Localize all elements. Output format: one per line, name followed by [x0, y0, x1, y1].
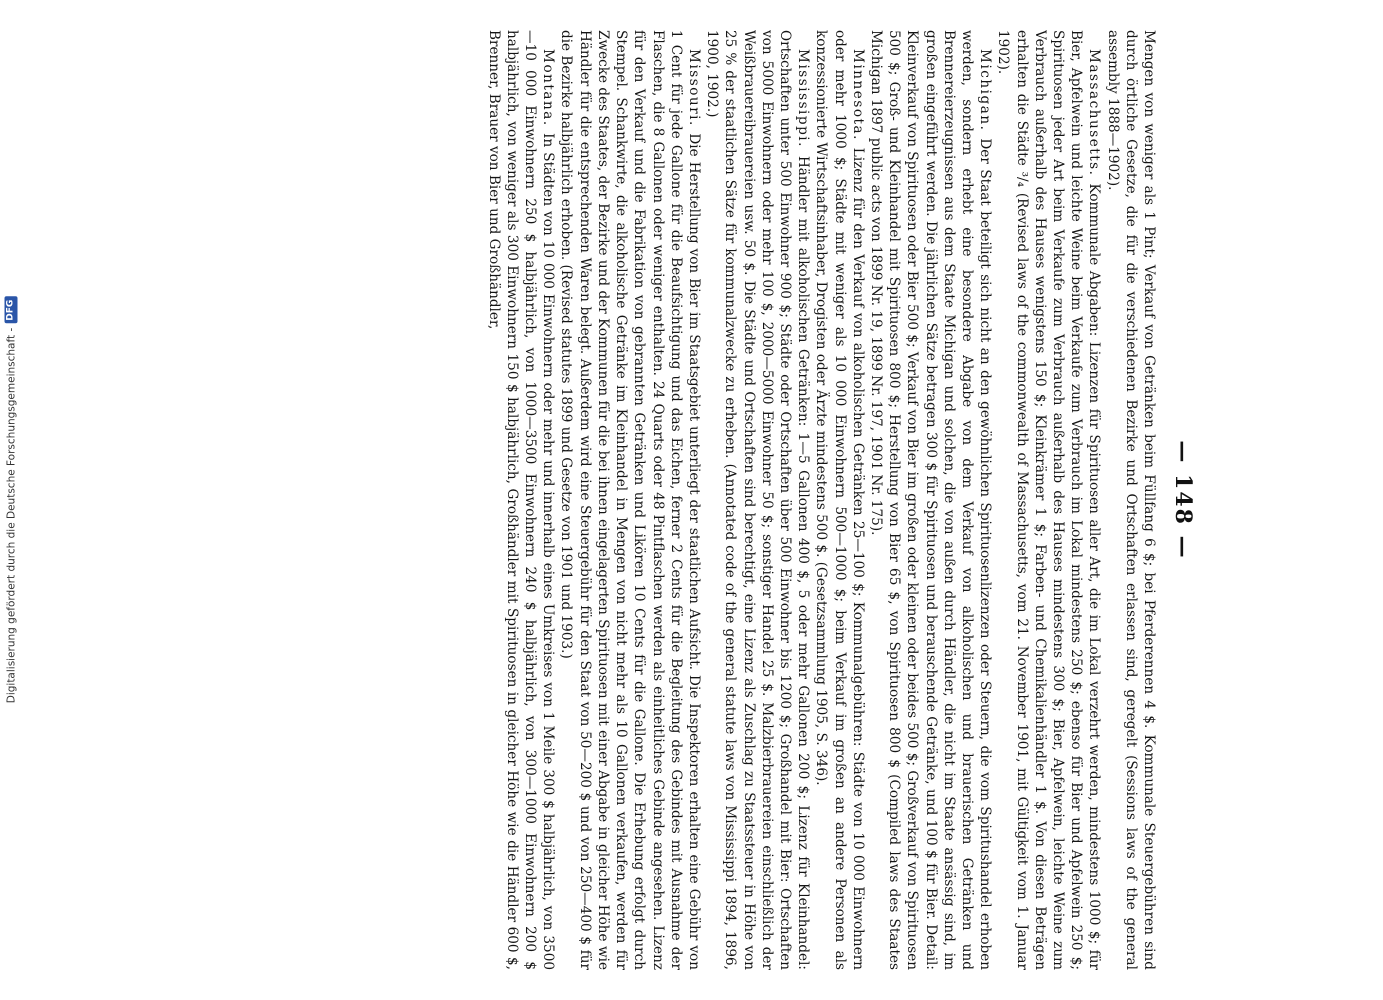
- paragraph: [1103, 30, 1158, 970]
- paragraph: [557, 30, 703, 970]
- paragraph: [484, 30, 557, 970]
- state-heading: Massachusetts.: [1086, 49, 1103, 184]
- paragraph-text: Die Herstellung von Bier im Staatsgebiet unterliegt der staatlichen Aufsicht. Die Inspektoren erhalten eine Gebühr von 1 Cent für jede Gallone für die Beaufsichtigung und das Eichen, ferner 2 Cents für die Begleitung des Gebindes mit Ausnahme der Flaschen, die 8 Gallonen oder weniger enthalten. 24 Quarts oder 48 Pintflaschen werden als einheitliches Gebinde angesehen. Lizenz für den Verkauf und die Fabrikation von gebrannten Getränken und Likören 10 Cents für die Gallone. Die Erhebung erfolgt durch Stempel. Schankwirte, die alkoholische Getränke im Kleinhandel in Mengen von nicht mehr als 10 Gallonen verkaufen, werden für Zwecke des Staates, der Bezirke und der Kommunen für die bei ihnen eingelagerten Spirituosen mit einer Abgabe in gleicher Höhe wie Händler für die entsprechenden Waren belegt. Außerdem wird eine Steuergebühr für den Staat von 50—200 $ und von 250—400 $ für die Bezirke halbjährlich erhoben. (Revised statutes 1899 und Gesetze von 1901 und 1903.): [558, 30, 702, 970]
- state-heading: Mississippi.: [795, 49, 812, 156]
- state-heading: Montana.: [540, 49, 557, 134]
- digitization-note-text: Digitalisierung gefördert durch die Deutsche Forschungsgemeinschaft -: [5, 327, 17, 704]
- paragraph: [867, 30, 994, 970]
- paragraph: [994, 30, 1103, 970]
- page-number: — 148 —: [1170, 440, 1196, 560]
- digitization-note: [0, 0, 22, 1000]
- body-text: [238, 30, 1158, 970]
- paragraph-text: Kommunale Abgaben: Lizenzen für Spirituosen aller Art, die im Lokal verzehrt werden, mindestens 1000 $; für Bier, Apfelwein und leichte Weine beim Verkaufe zum Verbrauch im Lokal mindestens 250 $; ebenso für Bier und Apfelwein 250 $; Spirituosen jeder Art beim Verkaufe zum Verbrauch außerhalb des Hauses mindestens 300 $; Bier, Apfelwein, leichte Weine zum Verbrauch außerhalb des Hauses wenigstens 150 $; Kleinkrämer 1 $; Farben- und Chemikalienhändler 1 $. Von diesen Beträgen erhalten die Städte ³/₄ (Revised laws of the commonwealth of Massachusetts, vom 21. November 1901, mit Gültigkeit vom 1. Januar 1902).: [995, 30, 1103, 970]
- paragraph: [703, 30, 812, 970]
- state-heading: Michigan.: [977, 49, 994, 139]
- paragraph-text: Mengen von weniger als 1 Pint; Verkauf von Getränken beim Füllfang 6 $; bei Pferderennen 4 $. Kommunale Steuergebühren sind durch örtliche Gesetze, die für die verschiedenen Bezirke und Ortschaften erlassen sind, geregelt (Sessions laws of the general assembly 1888—1902).: [1104, 30, 1157, 970]
- paragraph-text: Händler mit alkoholischen Getränken: 1—5 Gallonen 400 $, 5 oder mehr Gallonen 200 $; Lizenz für Kleinhandel: Ortschaften unter 500 Einwohner 900 $; Städte oder Ortschaften über 500 Einwohner bis 1200 $; Großhandel mit Bier: Ortschaften von 5000 Einwohnern oder mehr 100 $, 2000—5000 Einwohner 50 $; sonstiger Handel 25 $. Malzbierbrauereien einschließlich der Weißbrauereibrauereien usw. 50 $. Die Städte und Ortschaften sind berechtigt, eine Lizenz als Zuschlag zu Staatssteuer in Höhe von 25 % der staatlichen Sätze für kommunalzwecke zu erheben. (Annotated code of the general statute laws von Mississippi 1894, 1896, 1900, 1902.): [704, 30, 812, 970]
- state-heading: Minnesota.: [849, 49, 866, 148]
- state-heading: Missouri.: [685, 49, 702, 134]
- dfg-logo: DFG: [5, 297, 18, 324]
- paragraph: [812, 30, 867, 970]
- paragraph-text: Der Staat beteiligt sich nicht an den gewöhnlichen Spirituosenlizenzen oder Steuern, die vom Spiritushandel erhoben werden, sondern erhebt eine besondere Abgabe von dem Verkauf von alkoholischen und brauerischen Getränken und Brennereierzeugnissen aus dem Staate Michigan und solchen, die von außen durch Händler, die nicht im Staate ansässig sind, im großen eingeführt werden. Die jährlichen Sätze betragen 300 $ für Spirituosen und berauschende Getränke, und 100 $ für Bier. Detail: Kleinverkauf von Spirituosen oder Bier 500 $; Verkauf von Bier im großen oder kleinen oder beides 500 $; Großverkauf von Spirituosen 500 $; Groß- und Kleinhandel mit Spirituosen 800 $; Herstellung von Bier 65 $, von Spirituosen 800 $ (Compiled laws des Staates Michigan 1897 public acts von 1899 Nr. 19, 1899 Nr. 197, 1901 Nr. 175).: [867, 30, 994, 970]
- paragraph-text: Lizenz für den Verkauf von alkoholischen Getränken 25—100 $; Kommunalgebühren: Städte von 10 000 Einwohnern oder mehr 1000 $; Städte mit weniger als 10 000 Einwohnern 500—1000 $; beim Verkauf im großen an andere Personen als konzessionierte Wirtschaftsinhaber, Drogisten oder Ärzte mindestens 500 $. (Gesetzsammlung 1905, S. 346).: [813, 30, 866, 970]
- scanned-page: [210, 20, 1210, 980]
- paragraph-text: In Städten von 10 000 Einwohnern oder mehr und innerhalb eines Umkreises von 1 Meile 300 $ halbjährlich, von 3500—10 000 Einwohnern 250 $ halbjährlich, von 1000—3500 Einwohnern 240 $ halbjährlich, von 300—1000 Einwohnern 200 $ halbjährlich, von weniger als 300 Einwohnern 150 $ halbjährlich, Großhändler mit Spirituosen in gleicher Höhe wie die Händler 600 $, Brenner, Brauer von Bier und Großhändler,: [485, 30, 557, 970]
